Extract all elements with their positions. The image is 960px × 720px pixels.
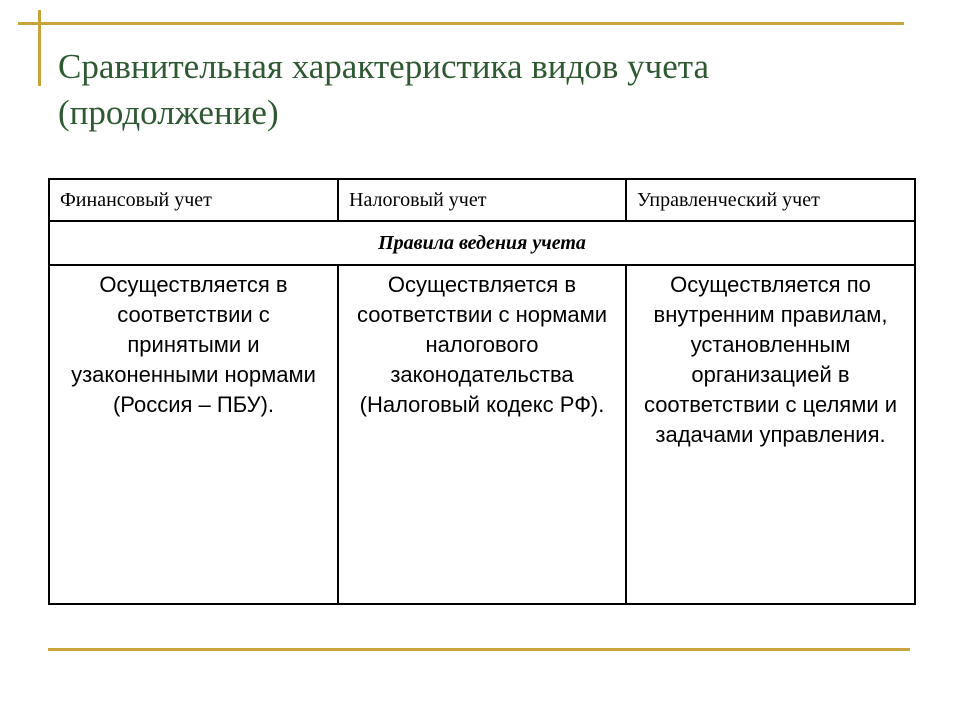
top-accent-line (18, 22, 904, 25)
section-label-accounting-rules: Правила ведения учета (49, 221, 915, 265)
table-row (49, 265, 915, 604)
slide-title-line-1: Сравнительная характеристика видов учета (58, 47, 710, 86)
slide-title-line-2: (продолжение) (58, 93, 279, 132)
cell-tax-rules: Осуществляется в соответствии с нормами налогового законодательства (Налоговый кодекс РФ). (338, 265, 626, 604)
table-header-row (49, 179, 915, 221)
header-management-accounting: Управленческий учет (626, 179, 915, 221)
cell-management-rules: Осуществляется по внутренним правилам, установленным организацией в соответствии с целями и задачами управления. (626, 265, 915, 604)
cell-financial-rules: Осуществляется в соответствии с принятыми и узаконенными нормами (Россия – ПБУ). (49, 265, 338, 604)
comparison-table (48, 178, 916, 605)
header-financial-accounting: Финансовый учет (49, 179, 338, 221)
left-accent-line (38, 10, 41, 86)
header-tax-accounting: Налоговый учет (338, 179, 626, 221)
table-section-row (49, 221, 915, 265)
bottom-accent-line (48, 648, 910, 651)
slide-title (58, 44, 898, 136)
